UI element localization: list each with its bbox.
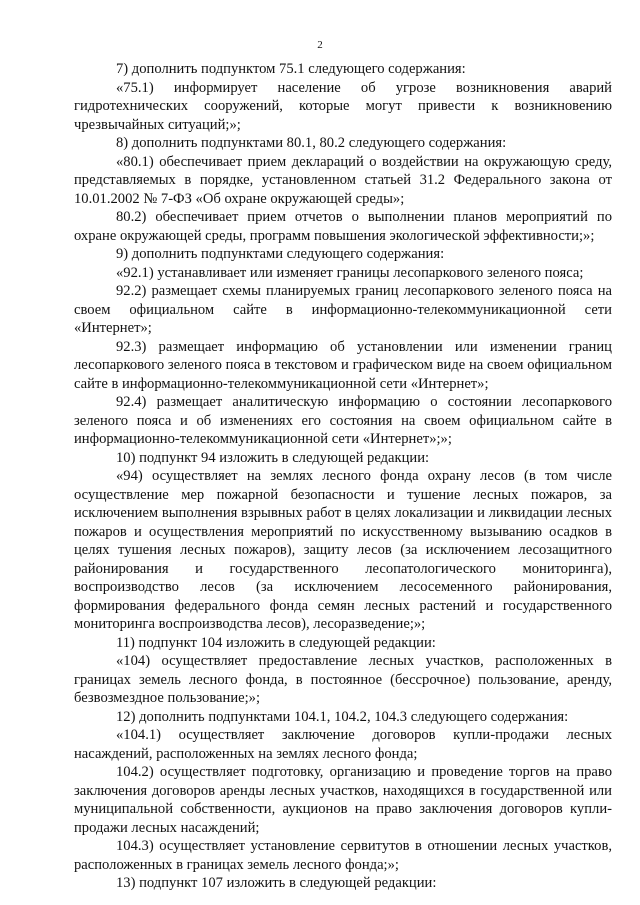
paragraph-80-2: 80.2) обеспечивает прием отчетов о выполнении планов мероприятий по охране окружающей среды, программ повышения экологической эффективности;»; (74, 209, 612, 244)
paragraph-8-intro: 8) дополнить подпунктами 80.1, 80.2 следующего содержания: (116, 135, 507, 151)
paragraph-10-intro: 10) подпункт 94 изложить в следующей редакции: (116, 449, 430, 466)
paragraph-92-1: «92.1) устанавливает или изменяет границы лесопаркового зеленого пояса; (116, 264, 584, 281)
paragraph-13-intro: 13) подпункт 107 изложить в следующей редакции: (116, 875, 437, 891)
paragraph-9-intro: 9) дополнить подпунктами следующего содержания: (116, 246, 445, 262)
paragraph-75-1: «75.1) информирует население об угрозе возникновения аварий гидротехнических сооружений, которые могут привести к возникновению чрезвычайных ситуаций;»; (74, 79, 612, 133)
document-body (74, 60, 612, 893)
paragraph-104-3: 104.3) осуществляет установление сервитутов в отношении лесных участков, расположенных в границах земель лесного фонда;»; (74, 838, 612, 873)
paragraph-104-1: «104.1) осуществляет заключение договоров купли-продажи лесных насаждений, расположенных на землях лесного фонда; (74, 727, 612, 762)
paragraph-104: «104) осуществляет предоставление лесных участков, расположенных в границах земель лесного фонда, в постоянное (бессрочное) пользование, аренду, безвозмездное пользование;»; (74, 653, 612, 706)
paragraph-104-2: 104.2) осуществляет подготовку, организацию и проведение торгов на право заключения договоров аренды лесных участков, находящихся в государственной или муниципальной собственности, аукционов на право заключения договоров купли-продажи лесных насаждений; (74, 764, 612, 836)
paragraph-11-intro: 11) подпункт 104 изложить в следующей редакции: (116, 634, 436, 651)
paragraph-12-intro: 12) дополнить подпунктами 104.1, 104.2, 104.3 следующего содержания: (116, 708, 569, 725)
paragraph-7-intro: 7) дополнить подпунктом 75.1 следующего содержания: (116, 61, 466, 77)
paragraph-80-1: «80.1) обеспечивает прием деклараций о воздействии на окружающую среду, представляемых в порядке, установленном статьей 31.2 Федерального закона от 10.01.2002 № 7-ФЗ «Об охране окружающей среды»; (74, 153, 612, 207)
paragraph-94: «94) осуществляет на землях лесного фонда охрану лесов (в том числе осуществление мер пожарной безопасности и тушение лесных пожаров, за исключением выполнения взрывных работ в целях локализации и ликвидации лесных пожаров и осуществления мероприятий по искусственному вызыванию осадков в целях тушения лесных пожаров), защиту лесов (за исключением лесозащитного районирования и государственного лесопатологического мониторинга), воспроизводство лесов (за исключением лесосеменного районирования, формирования федерального фонда семян лесных растений и государственного мониторинга воспроизводства лесов), лесоразведение;»; (74, 468, 612, 632)
paragraph-92-2: 92.2) размещает схемы планируемых границ лесопаркового зеленого пояса на своем официальном сайте в информационно-телекоммуникационной сети «Интернет»; (74, 283, 612, 336)
page-number: 2 (317, 39, 323, 51)
paragraph-92-4: 92.4) размещает аналитическую информацию о состоянии лесопаркового зеленого пояса и об изменениях его состояния на своем официальном сайте в информационно-телекоммуникационной сети «Интернет»;»; (74, 394, 612, 447)
paragraph-92-3: 92.3) размещает информацию об установлении или изменении границ лесопаркового зеленого пояса в текстовом и графическом виде на своем официальном сайте в информационно-телекоммуникационной сети «Интернет»; (74, 338, 612, 392)
